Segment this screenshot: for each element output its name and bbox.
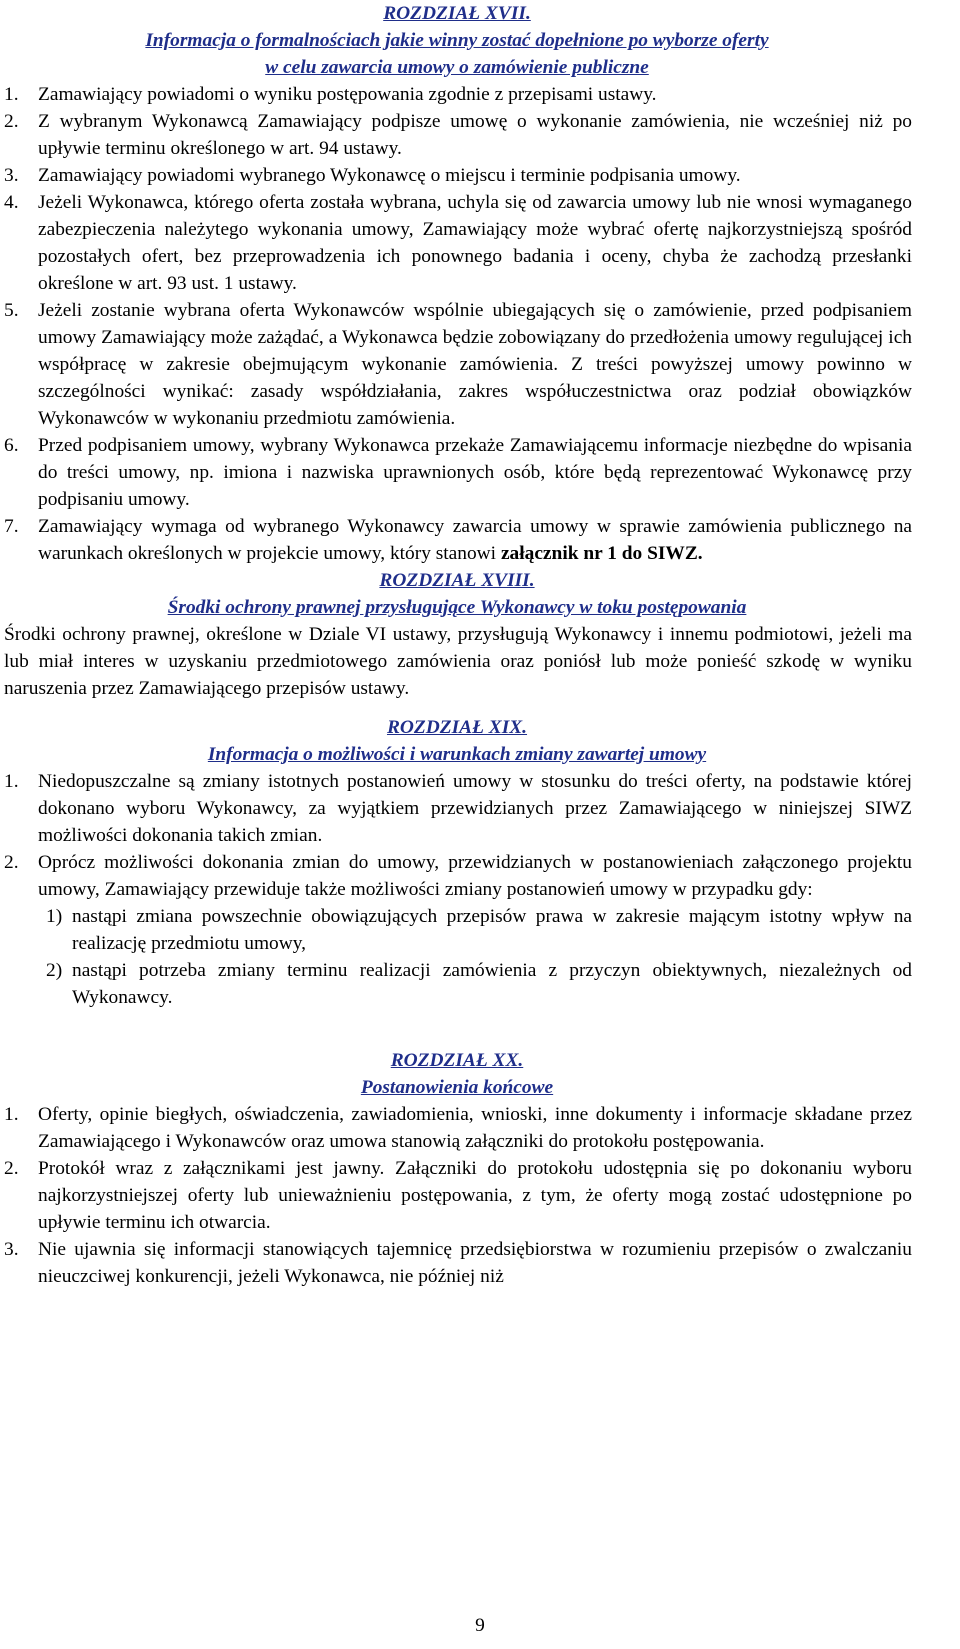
page-number: 9 (475, 1615, 485, 1636)
chapter-subtitle-line: Informacja o możliwości i warunkach zmiany zawartej umowy (207, 744, 707, 765)
list-item (2, 432, 912, 513)
chapter-heading: ROZDZIAŁ XX. (390, 1050, 524, 1071)
chapter-subtitle-line: Postanowienia końcowe (360, 1077, 554, 1098)
item-text: Zamawiający powiadomi o wyniku postępowania zgodnie z przepisami ustawy. (38, 84, 657, 105)
item-text: Zamawiający wymaga od wybranego Wykonawcy zawarcia umowy w sprawie zamówienia publicznego na warunkach określonych w projekcie umowy, który stanowi (38, 516, 912, 564)
chapter-subtitle-line: w celu zawarcia umowy o zamówienie publiczne (265, 57, 649, 78)
item-text: Przed podpisaniem umowy, wybrany Wykonawca przekaże Zamawiającemu informacje niezbędne do wpisania do treści umowy, np. imiona i nazwiska uprawnionych osób, które będą reprezentować Wykonawcę przy podpisaniu umowy. (38, 435, 912, 510)
list-item (2, 81, 912, 108)
item-number: 2. (4, 852, 19, 873)
item-text: Zamawiający powiadomi wybranego Wykonawcę o miejscu i terminie podpisania umowy. (38, 165, 741, 186)
sub-item-number: 2) (46, 960, 63, 981)
item-number: 3. (4, 1239, 19, 1260)
list-item (2, 849, 912, 903)
list-item (2, 768, 912, 849)
item-text: Oferty, opinie biegłych, oświadczenia, zawiadomienia, wnioski, inne dokumenty i informacje składane przez Zamawiającego i Wykonawców oraz umowa stanowią załączniki do protokołu postępowania. (38, 1104, 912, 1152)
list-item (2, 108, 912, 162)
item-number: 4. (4, 192, 19, 213)
list-item (2, 1101, 912, 1155)
list-item (2, 1155, 912, 1236)
list-item (2, 162, 912, 189)
chapter-paragraph: Środki ochrony prawnej, określone w Dziale VI ustawy, przysługują Wykonawcy i innemu podmiotowi, jeżeli ma lub miał interes w uzyskaniu przedmiotowego zamówienia oraz poniósł lub może ponieść szkodę w wyniku naruszenia przez Zamawiającego przepisów ustawy. (4, 624, 912, 699)
list-item (2, 297, 912, 432)
item-number: 7. (4, 516, 19, 537)
chapter-list (2, 768, 912, 903)
item-number: 5. (4, 300, 19, 321)
item-number: 2. (4, 111, 19, 132)
list-item (2, 1236, 912, 1290)
chapter-xviii (2, 567, 912, 702)
chapter-subtitle-line: Informacja o formalnościach jakie winny zostać dopełnione po wyborze oferty (145, 30, 769, 51)
item-text: Jeżeli Wykonawca, którego oferta została wybrana, uchyla się od zawarcia umowy lub nie wnosi wymaganego zabezpieczenia należytego wykonania umowy, Zamawiający może wybrać ofertę najkorzystniejszą spośród pozostałych ofert, bez przeprowadzenia ich ponownego badania i oceny, chyba że zachodzą przesłanki określone w art. 93 ust. 1 ustawy. (38, 192, 912, 294)
sub-item-number: 1) (46, 906, 63, 927)
item-text: Jeżeli zostanie wybrana oferta Wykonawców wspólnie ubiegających się o zamówienie, przed podpisaniem umowy Zamawiający może zażądać, a Wykonawca będzie zobowiązany do przedłożenia umowy regulującej ich współpracę w zakresie obejmującym wykonanie zamówienia. Z treści powyższej umowy powinno w szczególności wynikać: zasady współdziałania, zakres współuczestnictwa oraz podział obowiązków Wykonawców w wykonaniu przedmiotu zamówienia. (38, 300, 912, 429)
item-text: Niedopuszczalne są zmiany istotnych postanowień umowy w stosunku do treści oferty, na podstawie której dokonano wyboru Wykonawcy, za wyjątkiem przewidzianych przez Zamawiającego w niniejszej SIWZ możliwości dokonania takich zmian. (38, 771, 912, 846)
item-number: 1. (4, 1104, 19, 1125)
sub-list-item (2, 903, 912, 957)
item-text: Oprócz możliwości dokonania zmian do umowy, przewidzianych w postanowieniach załączonego projektu umowy, Zamawiający przewiduje także możliwości zmiany postanowień umowy w przypadku gdy: (38, 852, 912, 900)
item-number: 6. (4, 435, 19, 456)
item-number: 1. (4, 771, 19, 792)
chapter-xx (2, 1047, 912, 1290)
list-item (2, 513, 912, 567)
sub-list (2, 903, 912, 1011)
item-number: 1. (4, 84, 19, 105)
item-number: 3. (4, 165, 19, 186)
item-bold-reference: załącznik nr 1 do SIWZ. (500, 543, 703, 564)
item-number: 2. (4, 1158, 19, 1179)
sub-item-text: nastąpi zmiana powszechnie obowiązujących przepisów prawa w zakresie mającym istotny wpływ na realizację przedmiotu umowy, (72, 906, 912, 954)
item-text: Nie ujawnia się informacji stanowiących tajemnicę przedsiębiorstwa w rozumieniu przepisów o zwalczaniu nieuczciwej konkurencji, jeżeli Wykonawca, nie później niż (38, 1239, 912, 1287)
chapter-heading: ROZDZIAŁ XIX. (386, 717, 528, 738)
chapter-subtitle-line: Środki ochrony prawnej przysługujące Wykonawcy w toku postępowania (167, 597, 747, 618)
item-text: Protokół wraz z załącznikami jest jawny. Załączniki do protokołu udostępnia się po dokonaniu wyboru najkorzystniejszej oferty lub unieważnieniu postępowania, z tym, że oferty mogą zostać udostępnione po upływie terminu ich otwarcia. (38, 1158, 912, 1233)
chapter-list (2, 1101, 912, 1290)
sub-item-text: nastąpi potrzeba zmiany terminu realizacji zamówienia z przyczyn obiektywnych, niezależnych od Wykonawcy. (72, 960, 912, 1008)
chapter-heading: ROZDZIAŁ XVII. (383, 3, 531, 24)
chapter-heading: ROZDZIAŁ XVIII. (379, 570, 535, 591)
item-text: Z wybranym Wykonawcą Zamawiający podpisze umowę o wykonanie zamówienia, nie wcześniej niż po upływie terminu określonego w art. 94 ustawy. (38, 111, 912, 159)
chapter-list (2, 81, 912, 567)
chapter-xvii (2, 0, 912, 567)
sub-list-item (2, 957, 912, 1011)
chapter-xix (2, 714, 912, 1011)
list-item (2, 189, 912, 297)
